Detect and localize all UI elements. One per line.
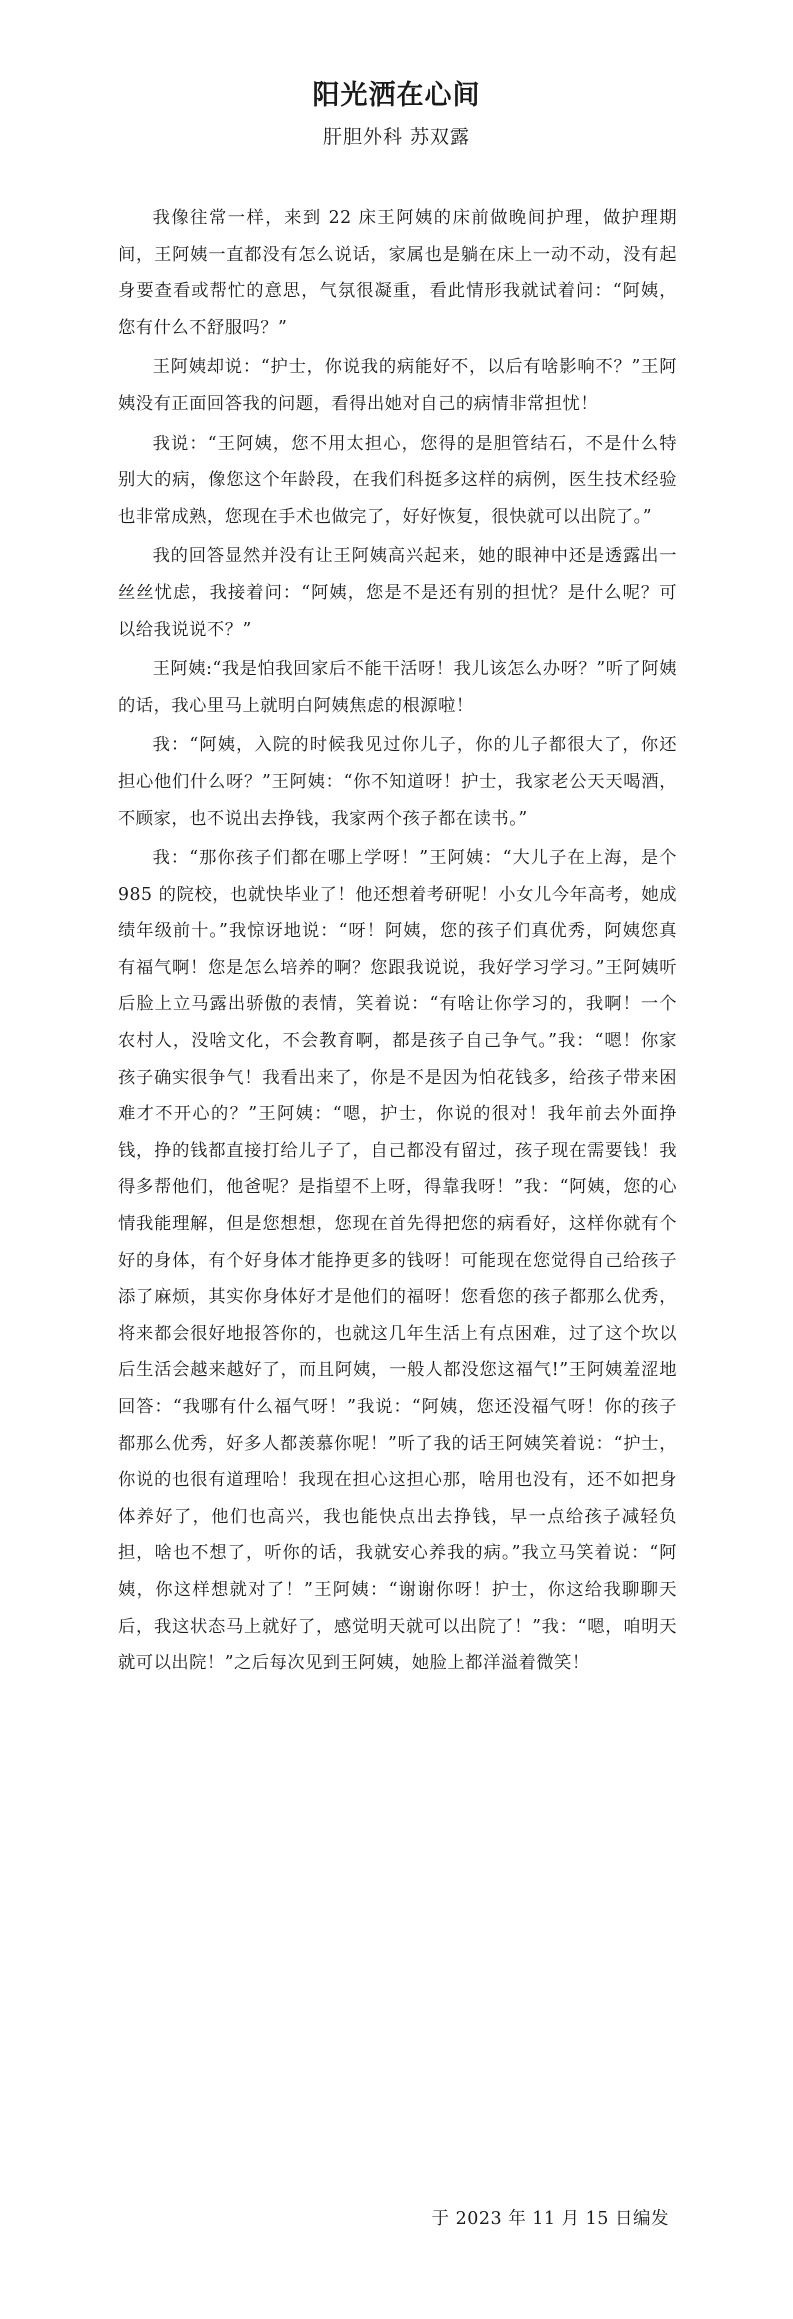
- paragraph: 王阿姨却说：“护士，你说我的病能好不，以后有啥影响不？”王阿姨没有正面回答我的问题，看得出她对自己的病情非常担忧！: [118, 357, 677, 414]
- paragraph: 我像往常一样，来到 22 床王阿姨的床前做晚间护理，做护理期间，王阿姨一直都没有怎么说话，家属也是躺在床上一动不动，没有起身要查看或帮忙的意思，气氛很凝重，看此情形我就试着问：“阿姨，您有什么不舒服吗？”: [118, 208, 677, 338]
- article-body: [118, 200, 677, 1685]
- paragraph: 我：“阿姨，入院的时候我见过你儿子，你的儿子都很大了，你还担心他们什么呀？”王阿姨：“你不知道呀！护士，我家老公天天喝酒，不顾家，也不说出去挣钱，我家两个孩子都在读书。”: [118, 735, 677, 829]
- author-byline: 肝胆外科 苏双露: [322, 126, 471, 148]
- paragraph: 我说：“王阿姨，您不用太担心，您得的是胆管结石，不是什么特别大的病，像您这个年龄段，在我们科挺多这样的病例，医生技术经验也非常成熟，您现在手术也做完了，好好恢复，很快就可以出院了。”: [118, 433, 677, 527]
- page-title: 阳光洒在心间: [312, 80, 481, 111]
- paragraph: 王阿姨:“我是怕我回家后不能干活呀！我儿该怎么办呀？”听了阿姨的话，我心里马上就明白阿姨焦虑的根源啦！: [118, 659, 677, 716]
- paragraph: 我的回答显然并没有让王阿姨高兴起来，她的眼神中还是透露出一丝丝忧虑，我接着问：“阿姨，您是不是还有别的担忧？是什么呢？可以给我说说不？”: [118, 546, 677, 640]
- publish-date: 于 2023 年 11 月 15 日编发: [431, 2209, 669, 2229]
- paragraph: 我：“那你孩子们都在哪上学呀！”王阿姨：“大儿子在上海，是个 985 的院校，也就快毕业了！他还想着考研呢！小女儿今年高考，她成绩年级前十。”我惊讶地说：“呀！阿姨，您的孩子们真优秀，阿姨您真有福气啊！您是怎么培养的啊？您跟我说说，我好学习学习。”王阿姨听后脸上立马露出骄傲的表情，笑着说：“有啥让你学习的，我啊！一个农村人，没啥文化，不会教育啊，都是孩子自己争气。”我：“嗯！你家孩子确实很争气！我看出来了，你是不是因为怕花钱多，给孩子带来困难才不开心的？”王阿姨：“嗯，护士，你说的很对！我年前去外面挣钱，挣的钱都直接打给儿子了，自己都没有留过，孩子现在需要钱！我得多帮他们，他爸呢？是指望不上呀，得靠我呀！”我：“阿姨，您的心情我能理解，但是您想想，您现在首先得把您的病看好，这样你就有个好的身体，有个好身体才能挣更多的钱呀！可能现在您觉得自己给孩子添了麻烦，其实你身体好才是他们的福呀！您看您的孩子都那么优秀，将来都会很好地报答你的，也就这几年生活上有点困难，过了这个坎以后生活会越来越好了，而且阿姨，一般人都没您这福气!”王阿姨羞涩地回答：“我哪有什么福气呀！”我说：“阿姨，您还没福气呀！你的孩子都那么优秀，好多人都羡慕你呢！”听了我的话王阿姨笑着说：“护士，你说的也很有道理哈！我现在担心这担心那，啥用也没有，还不如把身体养好了，他们也高兴，我也能快点出去挣钱，早一点给孩子减轻负担，啥也不想了，听你的话，我就安心养我的病。”我立马笑着说：“阿姨，你这样想就对了！”王阿姨：“谢谢你呀！护士，你这给我聊聊天后，我这状态马上就好了，感觉明天就可以出院了！”我：“嗯，咱明天就可以出院！”之后每次见到王阿姨，她脸上都洋溢着微笑！: [118, 848, 677, 1674]
